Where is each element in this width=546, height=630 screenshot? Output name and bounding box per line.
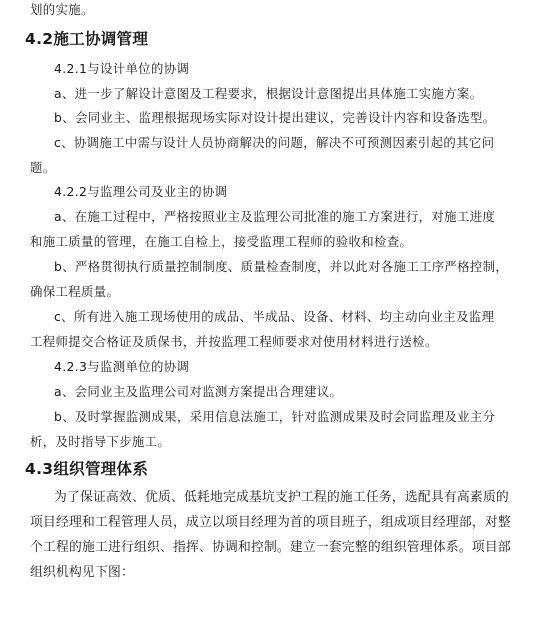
- list-item-line: b、会同业主、监理根据现场实际对设计提出建议，完善设计内容和设备选型。: [54, 110, 496, 125]
- top-fragment: 划的实施。: [30, 2, 94, 17]
- list-item-line-continued: 和施工质量的管理，在施工自检上，接受监理工程师的验收和检查。: [30, 234, 413, 249]
- subsection-title-4-2-3: 4.2.3与监测单位的协调: [54, 359, 190, 374]
- list-item-line: c、协调施工中需与设计人员协商解决的问题，解决不可预测因素引起的其它问: [54, 135, 495, 150]
- list-item-line-continued: 确保工程质量。: [30, 284, 120, 299]
- subsection-title-4-2-2: 4.2.2与监理公司及业主的协调: [54, 184, 228, 199]
- list-item-line: a、会同业主及监理公司对监测方案提出合理建议。: [54, 384, 343, 399]
- section-heading-4-2: 4.2施工协调管理: [25, 30, 149, 48]
- list-item-line: b、及时掌握监测成果，采用信息法施工，针对监测成果及时会同监理及业主分: [54, 409, 496, 424]
- list-item-line: b、严格贯彻执行质量控制制度、质量检查制度，并以此对各施工工序严格控制，: [54, 259, 509, 274]
- subsection-title-4-2-1: 4.2.1与设计单位的协调: [54, 61, 190, 76]
- section-heading-4-3: 4.3组织管理体系: [25, 460, 149, 478]
- paragraph-line: 项目经理和工程管理人员，成立以项目经理为首的项目班子，组成项目经理部，对整: [30, 515, 511, 530]
- list-item-line-continued: 析，及时指导下步施工。: [30, 434, 171, 449]
- list-item-line: a、进一步了解设计意图及工程要求，根据设计意图提出具体施工实施方案。: [54, 86, 483, 101]
- list-item-line-continued: 工程师提交合格证及质保书，并按监理工程师要求对使用材料进行送检。: [30, 334, 438, 349]
- paragraph-line: 个工程的施工进行组织、指挥、协调和控制。建立一套完整的组织管理体系。项目部: [30, 540, 511, 555]
- list-item-line: c、所有进入施工现场使用的成品、半成品、设备、材料、均主动向业主及监理: [54, 309, 495, 324]
- paragraph-line: 组织机构见下图：: [30, 565, 134, 580]
- list-item-line: a、在施工过程中，严格按照业主及监理公司批准的施工方案进行，对施工进度: [54, 209, 496, 224]
- paragraph-line: 为了保证高效、优质、低耗地完成基坑支护工程的施工任务，选配具有高素质的: [54, 490, 509, 505]
- list-item-line-continued: 题。: [30, 160, 56, 175]
